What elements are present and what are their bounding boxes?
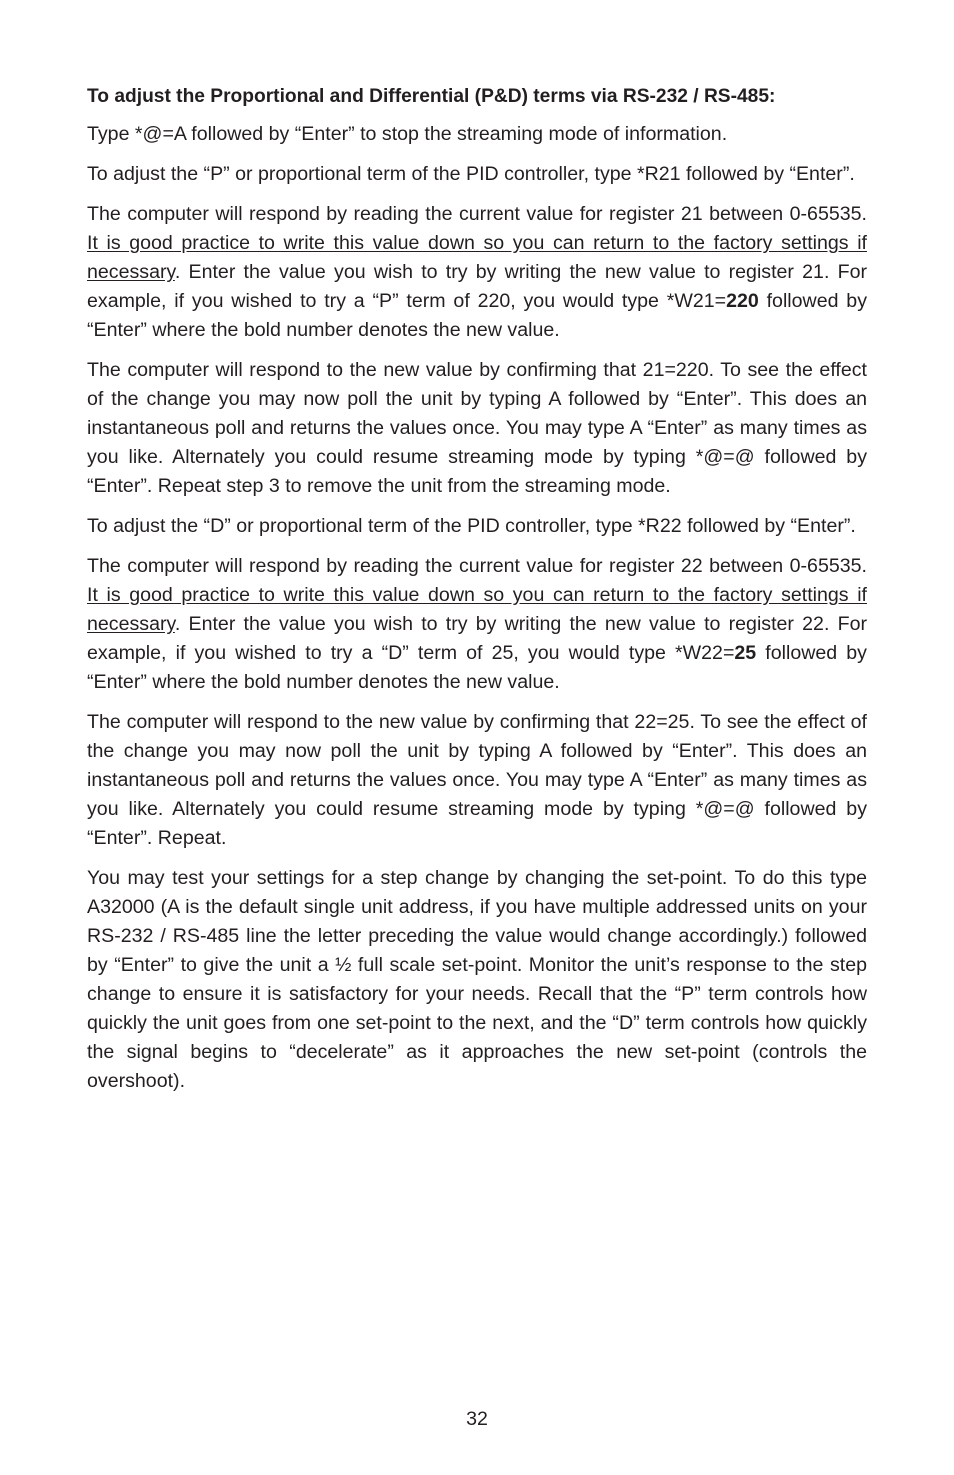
register-21-text-b: . Enter the value you wish to try by writing the new value to register 21. For example, if you wished to try a “P” term of 220, you would type *W21=: [87, 261, 867, 312]
document-page: [87, 82, 867, 1107]
register-21-value: 220: [726, 290, 759, 312]
register-21-text-c: followed by “Enter” where the bold number denotes the new value.: [87, 290, 867, 341]
paragraph-step-change: You may test your settings for a step change by changing the set-point. To do this type A32000 (A is the default single unit address, if you have multiple addressed units on your RS-232 / RS-485 line the letter preceding the value would change accordingly.) followed by “Enter” to give the unit a ½ full scale set-point. Monitor the unit’s response to the step change to ensure it is satisfactory for your needs. Recall that the “P” term controls how quickly the unit goes from one set-point to the next, and the “D” term controls how quickly the signal begins to “decelerate” as it approaches the new set-point (controls the overshoot).: [87, 867, 867, 1092]
section-heading: To adjust the Proportional and Differential (P&D) terms via RS-232 / RS-485:: [87, 86, 776, 107]
register-21-note: It is good practice to write this value down so you can return to the factory settings if necessary: [87, 232, 867, 283]
register-22-text-a: The computer will respond by reading the current value for register 22 between 0-65535.: [87, 555, 867, 577]
paragraph-adjust-d-term: To adjust the “D” or proportional term of the PID controller, type *R22 followed by “Enter”.: [87, 515, 856, 537]
paragraph-stop-streaming: Type *@=A followed by “Enter” to stop the streaming mode of information.: [87, 123, 728, 145]
register-22-text-c: followed by “Enter” where the bold number denotes the new value.: [87, 642, 867, 693]
paragraph-adjust-p-term: To adjust the “P” or proportional term of the PID controller, type *R21 followed by “Enter”.: [87, 163, 855, 185]
paragraph-confirm-22: The computer will respond to the new value by confirming that 22=25. To see the effect of the change you may now poll the unit by typing A followed by “Enter”. This does an instantaneous poll and returns the values once. You may type A “Enter” as many times as you like. Alternately you could resume streaming mode by typing *@=@ followed by “Enter”. Repeat.: [87, 711, 867, 849]
register-21-text-a: The computer will respond by reading the current value for register 21 between 0-65535.: [87, 203, 867, 225]
register-22-value: 25: [734, 642, 757, 664]
paragraph-register-22: [87, 552, 867, 697]
register-22-note: It is good practice to write this value down so you can return to the factory settings if necessary: [87, 584, 867, 635]
paragraph-confirm-21: The computer will respond to the new value by confirming that 21=220. To see the effect of the change you may now poll the unit by typing A followed by “Enter”. This does an instantaneous poll and returns the values once. You may type A “Enter” as many times as you like. Alternately you could resume streaming mode by typing *@=@ followed by “Enter”. Repeat step 3 to remove the unit from the streaming mode.: [87, 359, 867, 497]
register-22-text-b: . Enter the value you wish to try by writing the new value to register 22. For example, if you wished to try a “D” term of 25, you would type *W22=: [87, 613, 867, 664]
paragraph-register-21: [87, 200, 867, 345]
page-number: 32: [466, 1408, 488, 1430]
